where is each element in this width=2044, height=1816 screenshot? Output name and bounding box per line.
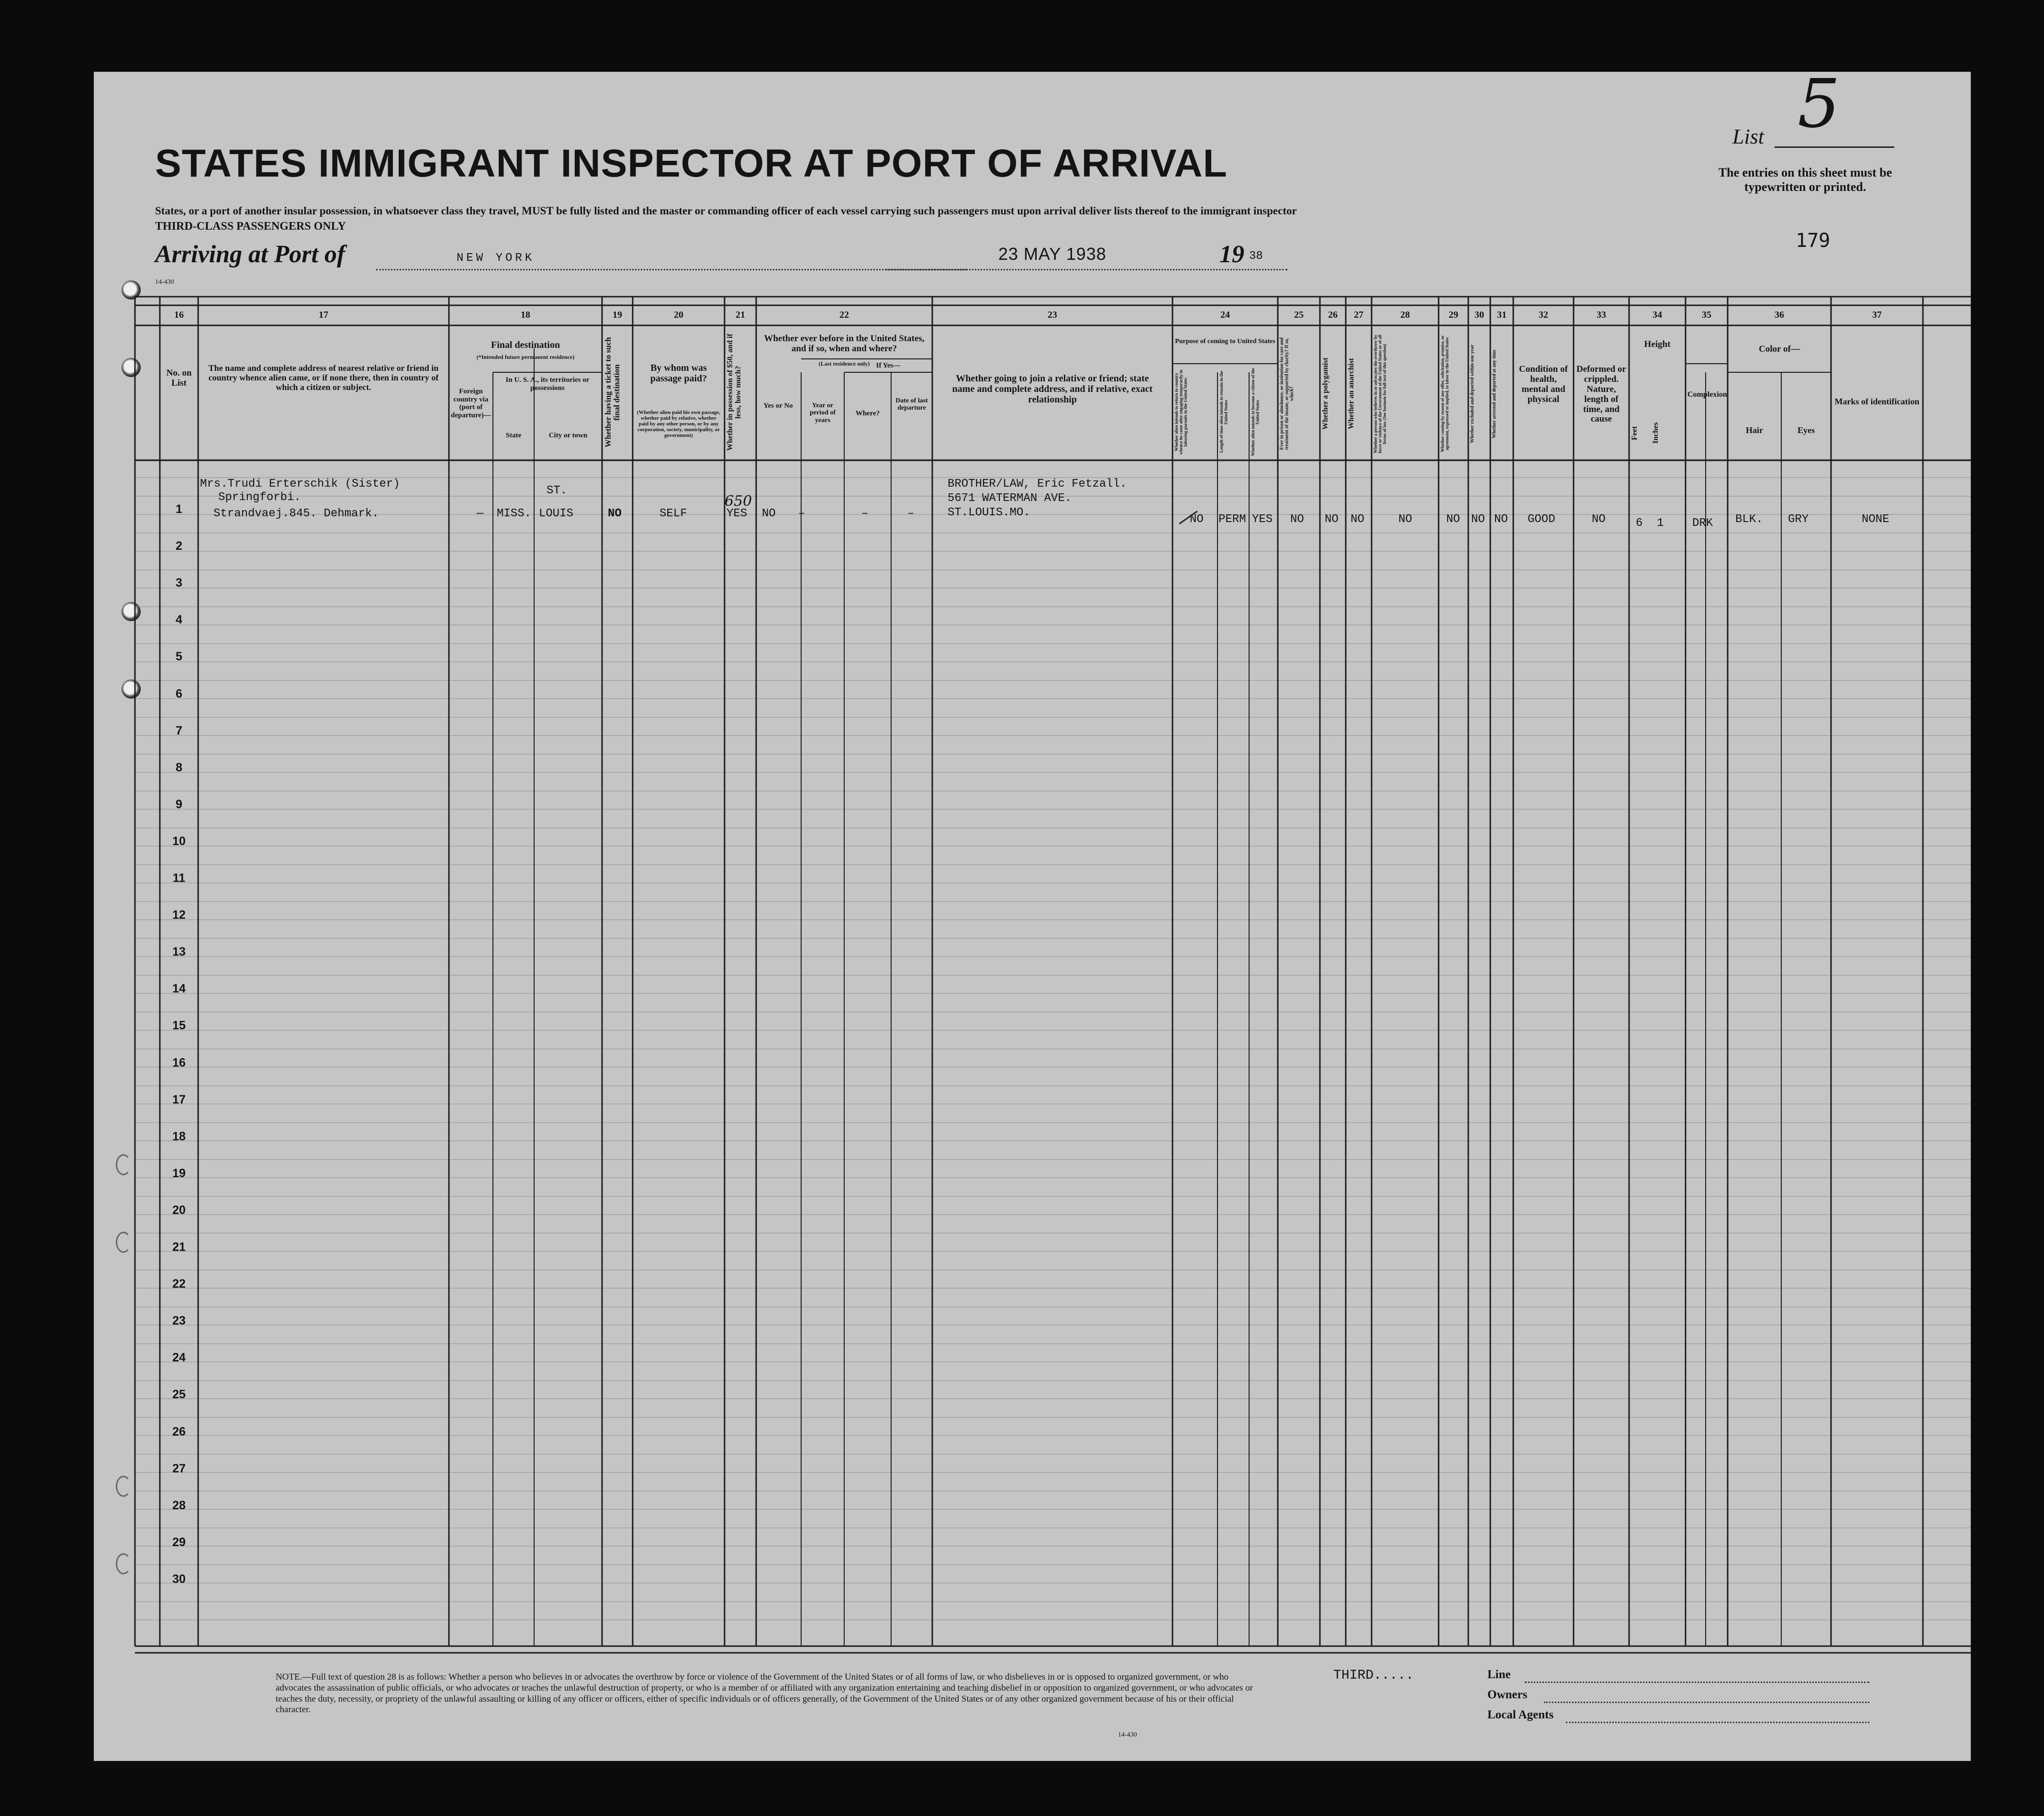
header-foreign-via: Foreign country via (port of departure)—	[451, 388, 491, 419]
col-num-31: 31	[1497, 310, 1507, 320]
join-relationship: BROTHER/LAW, Eric Fetzall.	[948, 478, 1127, 490]
header-city: City or town	[548, 432, 588, 439]
row-number: 29	[172, 1535, 186, 1549]
instruction-text: States, or a port of another insular possession, in whatsoever class they travel, MUST be fully listed and the master or commanding officer of each vessel carrying such passengers must upon arrival deliver lists thereof to the immigrant inspector	[155, 205, 1297, 217]
row-number: 18	[172, 1129, 186, 1143]
header-passage-paid: By whom was passage paid?	[650, 363, 707, 384]
passenger-class: THIRD.....	[1333, 1668, 1414, 1683]
row-number: 12	[172, 908, 186, 922]
header-excluded: Whether excluded and deported within one year	[1470, 345, 1475, 443]
join-city: ST.LOUIS.MO.	[948, 506, 1030, 519]
header-purpose-length: Length of time alien intends to remain in the United States	[1219, 371, 1229, 453]
row-number: 7	[176, 724, 182, 737]
header-nearest-relative: The name and complete address of nearest relative or friend in country whence alien came, or if none there, then in country of which a citizen or subject.	[208, 363, 439, 392]
header-where: Where?	[855, 410, 880, 417]
col-num-17: 17	[319, 310, 328, 320]
header-overthrow: Whether a person who believes in or advocates the overthrow by force or violence of the Government of the United States or of all forms of law (See footnote for full text of this question)	[1373, 334, 1387, 453]
row-number: 6	[176, 687, 182, 701]
prison-value: NO	[1290, 513, 1304, 526]
header-complexion: Complexion	[1687, 390, 1727, 399]
state-value: MISS.	[497, 507, 532, 520]
row-number: 14	[172, 982, 186, 996]
relative-address: Strandvaej.845. Dehmark.	[213, 507, 379, 520]
header-last-departure: Date of last departure	[895, 397, 928, 412]
health-value: GOOD	[1528, 513, 1555, 526]
header-years: Year or period of years	[809, 402, 836, 424]
list-label: List	[1732, 125, 1765, 148]
row-number: 17	[172, 1092, 186, 1106]
marks-value: NONE	[1862, 513, 1889, 526]
header-polygamist: Whether a polygamist	[1321, 357, 1329, 430]
form-code-top: 14-430	[155, 279, 174, 286]
manifest-grid	[94, 72, 1971, 1761]
header-deformed: Deformed or crippled. Nature, length of time, and cause	[1576, 364, 1626, 424]
anarchist-value: NO	[1351, 513, 1364, 526]
row-number: 22	[172, 1277, 186, 1291]
header-money: Whether in possession of $50, and if less, how much?	[726, 334, 742, 451]
header-final-destination-sub: (*Intended future permanent residence)	[476, 354, 575, 360]
form-code-bottom: 14-430	[1118, 1731, 1137, 1738]
col-num-37: 37	[1872, 310, 1882, 320]
citizen-value: YES	[1252, 513, 1273, 526]
relative-name: Mrs.Trudi Erterschik (Sister)	[200, 478, 400, 490]
col-num-23: 23	[1048, 310, 1057, 320]
header-health: Condition of health, mental and physical	[1519, 364, 1568, 404]
typewritten-note: The entries on this sheet must be typewritten or printed.	[1718, 166, 1892, 194]
header-list-number: No. on List	[166, 368, 192, 388]
passage-paid-value: SELF	[659, 507, 687, 520]
row-number: 28	[172, 1498, 186, 1512]
where-value: –	[861, 507, 869, 520]
col-num-20: 20	[674, 310, 683, 320]
header-arrested: Whether arrested and deported at any time	[1492, 349, 1497, 438]
labor-offer-value: NO	[1446, 513, 1460, 526]
col-num-22: 22	[839, 310, 849, 320]
money-amount-handwritten: 650	[725, 493, 752, 510]
length-value: PERM	[1218, 513, 1246, 526]
agents-dotted	[1566, 1722, 1869, 1723]
col-num-30: 30	[1474, 310, 1484, 320]
col-num-25: 25	[1294, 310, 1304, 320]
row-number: 20	[172, 1203, 186, 1217]
header-purpose-return: Whether alien intends to return to country whence he came after engaging temporarily in laboring pursuits in the United States	[1174, 369, 1188, 455]
row-number: 13	[172, 945, 186, 959]
header-feet: Feet	[1631, 426, 1639, 440]
date-stamp: 23 MAY 1938	[998, 244, 1106, 264]
ticket-value: NO	[608, 507, 622, 520]
row-number: 15	[172, 1019, 186, 1033]
col-num-19: 19	[613, 310, 622, 320]
row-number: 5	[176, 650, 182, 664]
passenger-class-note: THIRD-CLASS PASSENGERS ONLY	[155, 220, 346, 233]
header-purpose-citizen: Whether alien intends to become a citizen of the United States	[1251, 368, 1260, 456]
page-title: STATES IMMIGRANT INSPECTOR AT PORT OF ARRIVAL	[155, 142, 1228, 185]
row-number: 3	[176, 576, 182, 590]
relative-town: Springforbi.	[218, 491, 301, 504]
header-ticket: Whether having a ticket to such final destination	[603, 337, 621, 448]
row-number: 16	[172, 1056, 186, 1070]
col-num-34: 34	[1653, 310, 1662, 320]
col-num-21: 21	[736, 310, 745, 320]
city-value-1: ST.	[547, 484, 568, 497]
before-in-us-value: NO	[762, 507, 776, 520]
col-num-33: 33	[1597, 310, 1606, 320]
complexion-value: DRK	[1692, 517, 1713, 530]
header-prison: Ever in prison or almshouse, or institution for care and treatment of the insane, or supported by charity? If so, which?	[1279, 337, 1295, 450]
row-number: 25	[172, 1388, 186, 1402]
row-number: 23	[172, 1314, 186, 1328]
row-number: 24	[172, 1351, 186, 1365]
row-number: 19	[172, 1166, 186, 1180]
header-passage-paid-sub: (Whether alien paid his own passage, whether paid by relative, whether paid by any other person, or by any corporation, society, municipality, or government)	[637, 410, 720, 439]
years-value: –	[798, 507, 805, 520]
row-number: 9	[176, 797, 182, 811]
header-anarchist: Whether an anarchist	[1347, 358, 1355, 430]
row-number: 21	[172, 1240, 186, 1254]
local-agents-label: Local Agents	[1487, 1708, 1554, 1721]
line-dotted	[1525, 1682, 1869, 1683]
header-height: Height	[1644, 339, 1671, 349]
owners-label: Owners	[1487, 1688, 1528, 1701]
inches-value: 1	[1657, 517, 1664, 530]
year-prefix: 19	[1219, 241, 1244, 268]
departure-value: –	[907, 507, 915, 520]
header-purpose: Purpose of coming to United States	[1175, 338, 1275, 345]
arriving-label: Arriving at Port of	[155, 241, 346, 268]
foreign-via-value: —	[477, 507, 484, 520]
row-number: 10	[172, 834, 186, 848]
header-join-relative: Whether going to join a relative or friend; state name and complete address, and if relative, exact relationship	[952, 373, 1153, 405]
col-num-24: 24	[1220, 310, 1230, 320]
header-color: Color of—	[1759, 344, 1800, 354]
port-value: NEW YORK	[457, 252, 535, 265]
col-num-16: 16	[174, 310, 184, 320]
line-label: Line	[1487, 1668, 1511, 1681]
hair-value: BLK.	[1735, 513, 1763, 526]
col-num-36: 36	[1775, 310, 1784, 320]
header-labor-offer: Whether coming by reason of any offer, solicitation, promise, or agreement, expressed or implied, to labor in the United States	[1440, 335, 1450, 453]
header-state: State	[505, 432, 522, 439]
header-final-destination: Final destination	[491, 340, 560, 350]
money-value: YES	[726, 507, 748, 520]
col-num-26: 26	[1328, 310, 1338, 320]
col-num-27: 27	[1354, 310, 1363, 320]
col-num-18: 18	[521, 310, 530, 320]
header-yes-or-no-text: Yes or No	[763, 402, 793, 410]
excluded-value: NO	[1471, 513, 1485, 526]
row-number: 8	[176, 760, 182, 774]
polygamist-value: NO	[1325, 513, 1339, 526]
row-number: 26	[172, 1425, 186, 1438]
footnote-question-28: NOTE.—Full text of question 28 is as follows: Whether a person who believes in or advocates the overthrow by force or violence of the Government of the United States or of all forms of law, or who disbelieves in or is opposed to organized government, or who advocates the assassination of public officials, or who advocates or teaches the unlawful destruction of property, or who is a member of or affiliated with any organization entertaining and teaching disbelief in or opposition to organized government, or who advocates or teaches the duty, necessity, or propriety of the unlawful assaulting or killing of any officer or officers, either of specific individuals or of officers generally, of the Government of the United States or of any other organized government because of his or their official character.	[276, 1672, 1253, 1715]
arrested-value: NO	[1494, 513, 1508, 526]
join-street: 5671 WATERMAN AVE.	[948, 492, 1072, 505]
row-number: 4	[176, 613, 182, 627]
header-before-in-us: Whether ever before in the United States, and if so, when and where?	[764, 334, 925, 354]
feet-value: 6	[1636, 517, 1643, 530]
manifest-sheet	[94, 72, 1971, 1761]
city-value-2: LOUIS	[539, 507, 574, 520]
header-usa: In U. S. A., its territories or possessions	[505, 376, 590, 392]
eyes-value: GRY	[1788, 513, 1809, 526]
row-number: 2	[176, 539, 182, 553]
row-number: 30	[172, 1572, 186, 1586]
return-value: NO	[1190, 513, 1204, 526]
header-inches: Inches	[1652, 422, 1660, 444]
header-eyes: Eyes	[1798, 425, 1815, 435]
col-num-28: 28	[1400, 310, 1410, 320]
row-number: 1	[176, 502, 182, 516]
list-number: 5	[1798, 72, 1841, 143]
header-before-in-us-sub: (Last residence only)	[818, 360, 870, 367]
header-hair: Hair	[1746, 425, 1763, 435]
deformed-value: NO	[1592, 513, 1606, 526]
page-number: 179	[1796, 230, 1831, 252]
row-number: 27	[172, 1461, 186, 1475]
header-marks: Marks of identification	[1834, 397, 1920, 406]
row-number: 11	[172, 871, 186, 885]
col-num-35: 35	[1702, 310, 1711, 320]
overthrow-value: NO	[1398, 513, 1412, 526]
year-suffix: 38	[1249, 250, 1263, 263]
header-if-yes-label: If Yes—	[876, 362, 901, 369]
col-num-29: 29	[1449, 310, 1458, 320]
col-num-32: 32	[1539, 310, 1548, 320]
owners-dotted	[1544, 1702, 1869, 1703]
